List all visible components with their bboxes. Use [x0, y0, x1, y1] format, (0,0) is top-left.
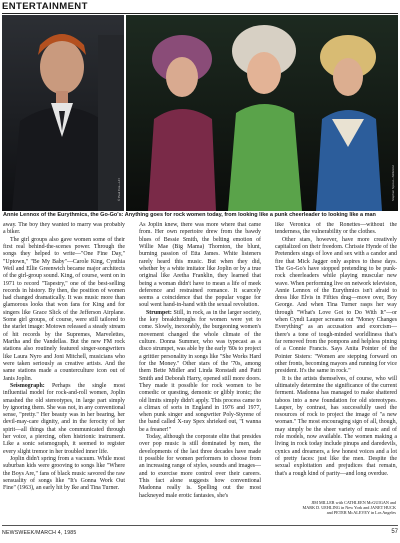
paragraph-text: Still, in rock, as in the larger society, the key breakthroughs for women were yet to come. Slowly, inexorably, the burgeoning women's movement changed the whole climate of the culture. Donna Summer, who was typecast as a disco strumpet, was able by the early '80s to project a grittier personality in songs like "She Works Hard for the Money." Other stars of the '70s, among them Bette Midler and Linda Ronstadt and Patti Smith and Deborah Harry, opened still more doors. They made it possible for rock women to be comedic or questing, demonic or glibly ironic; the old limits simply didn't apply. This process came to a climax of sorts in England in 1976 and 1977, when punk singer and songwriter Poly-Styrene of the band called X-ray Spex shrieked out, "I wanna be a freaner!" [139, 309, 261, 433]
photo-credit-right: Stephen Sproul—Stills/LGI [391, 165, 395, 201]
article-column-3 [275, 222, 397, 498]
run-in-heading: Strumpet: [146, 309, 172, 316]
paragraph: Other stars, however, have more creatively capitalized on their freedom. Chrissie Hynde of the Pretenders sings of love and sex with a candor and fire that Mick Jagger only aspires to these days. The Go-Go's have stopped pretending to be punk-rock cheerleaders while playing muscular new wave. When performing live on network television, Annie Lennox of the Eurythmics isn't afraid to dress like Elvis in Fifties drag—move over, Boy George. And when Tina Turner rasps her way through "What's Love Got to Do With It"—or when Cyndi Lauper screams out "Money Changes Everything" as an accusation and exorcism—there's a tone of tough-minded worldliness that's far removed from the pompons and helpless pining of a Connie Francis. Says Anita Pointer of the Pointer Sisters: "Women are stepping forward on other fronts, becoming mayors and running for vice president. It's the same in rock." [275, 236, 397, 375]
paragraph [3, 383, 125, 456]
paragraph: As Joplin knew, there was more where that came from. Her own repertoire drew from the bawdy blues of Bessie Smith, the belting emotion of Willie Mae (Big Mama) Thornton, the blunt, burning passion of Etta James. White listeners rarely heard this music. But when they did, whether by a white imitator like Joplin or by a true original like Aretha Franklin, they learned that being a woman didn't have to mean a life of meek deference and restrained romance. It scarcely seems a coincidence that the popular vogue for soul went hand-in-hand with the sexual revolution. [139, 222, 261, 309]
photo-credit-left: © Paul Cox—LFI [117, 178, 121, 201]
byline-line: MARK D. UEHLING in New York and JANET HUCK [302, 505, 396, 511]
paragraph: like Veronica of the Ronettes—without the tenderness, the vulnerability or the clothes. [275, 222, 397, 236]
publication-dateline: NEWSWEEK/MARCH 4, 1985 [2, 530, 77, 536]
paragraph: Today, although the corporate elite that presides over pop music is still dominated by men, the developments of the last three decades have made it possible for women performers to choose from an increasing range of styles, sounds and images—and to exercise more control over their careers. This fact alone suggests how conventional Madonna really is. Spelling out the most hackneyed male erotic fantasies, she's [139, 434, 261, 499]
photo-right [126, 15, 398, 211]
paragraph: The girl groups also gave women some of their first real behind-the-scenes power. Through the songs they helped to write—"One Fine Day," "Uptown," "Be My Baby"—Carole King, Cynthia Weil and Ellie Greenwich became major architects of the girl-group sound. King, of course, went on in 1971 to record "Tapestry," one of the best-selling records in history. By then, the position of women had changed dramatically. It was music more than glamorous looks that won fans for King and for singers like Grace Slick of the Jefferson Airplane. Some girl groups, of course, were still tailored to the starlet image: Motown released a steady stream of hit records by the Supremes, Marvelettes, Martha and the Vandellas. But the new FM rock stations also routinely featured singer-songwriters like Laura Nyro and Joni Mitchell, musicians who were taken seriously as creative artists. And the same stations made a counterculture icon out of Janis Joplin. [3, 236, 125, 382]
paragraph: away. The boy they wanted to marry was probably a biker. [3, 222, 125, 236]
photo-caption: Annie Lennox of the Eurythmics, the Go-Go's: Anything goes for rock women today, from looking like a punk cheerleader to looking like a man [3, 212, 376, 218]
section-label: ENTERTAINMENT [2, 1, 88, 12]
concert-photo [2, 15, 398, 211]
paragraph: It is the artists themselves, of course, who will ultimately determine the significance of the current ferment. Madonna has managed to make shattered taboos into a new foundation for old stereotypes. Lauper, by contrast, has successfully used the resources of rock to project the image of "a new woman." The most encouraging sign of all, though, may simply be the sheer variety of music and of role models, now available. The women making a living in rock today include pinups and daredevils, cynics and dreamers, a few honest voices and a lot of pretty faces: just like the men. Despite the sexual exploitation and prejudices that remain, that's a rough kind of parity—and long overdue. [275, 375, 397, 477]
byline-line: and PETER McALEVEY in Los Angeles [326, 510, 396, 516]
run-in-heading: Seismograph: [10, 382, 45, 389]
page-footer [2, 525, 398, 540]
photo-left [2, 15, 124, 211]
article-column-1 [3, 222, 125, 518]
paragraph-text: Perhaps the single most influential model for rock-and-roll women, Joplin smashed the old stereotypes, in large part simply by ignoring them. She was not, in any conventional sense, "pretty." Her beauty was in her bearing, her devil-may-care dignity, and in the ferocity of her spirit—all things that she communicated through her voice, a piercing, often histrionic instrument. Like a sonic seismograph, it seemed to register every slight tremor in her troubled inner life. [3, 382, 125, 455]
article-column-2 [139, 222, 261, 518]
byline [274, 500, 396, 516]
photo-spread [2, 15, 398, 211]
section-header [2, 0, 398, 14]
byline-line: JIM MILLER with CATHLEEN McGUIGAN and [311, 500, 396, 505]
paragraph [139, 310, 261, 434]
page-number: 57 [391, 529, 398, 535]
paragraph: Joplin didn't spring from a vacuum. While most suburban kids were grooving to songs like "Where the Boys Are," fans of black music savored the raw sensuality of songs like "It's Gonna Work Out Fine" (1963), an early hit by Ike and Tina Turner. [3, 456, 125, 492]
